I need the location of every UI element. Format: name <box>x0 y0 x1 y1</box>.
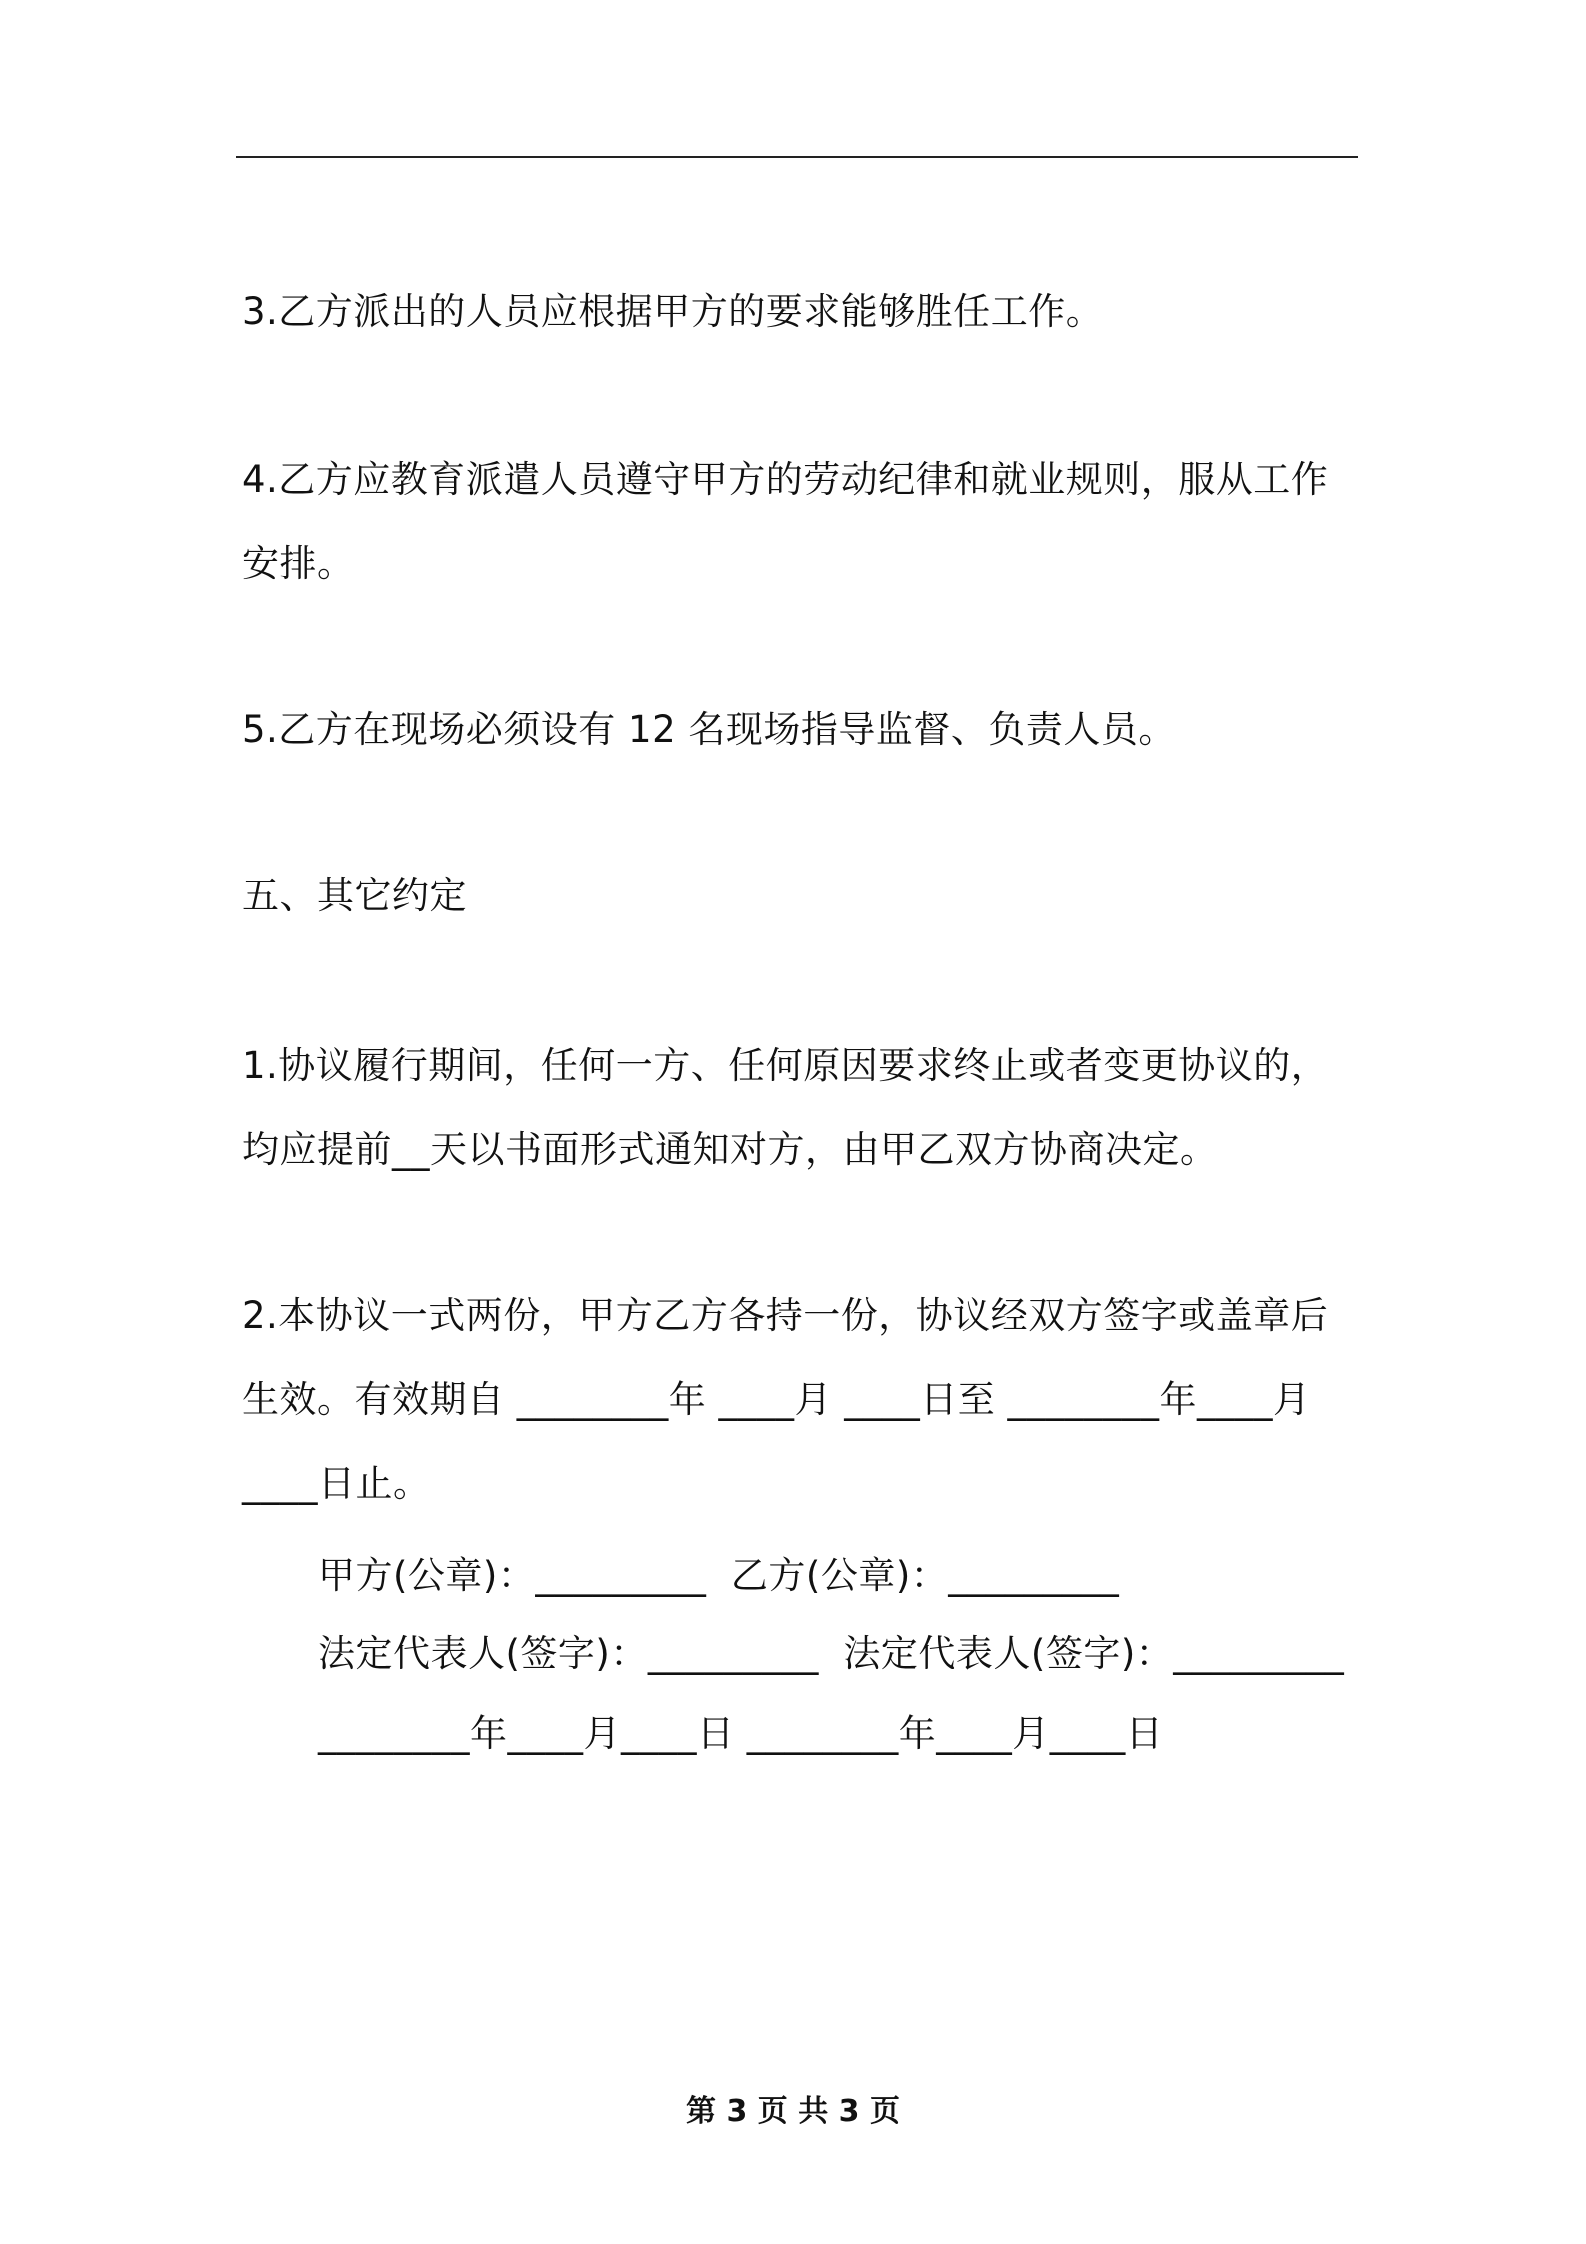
seal-line: 甲方(公章)：_________ 乙方(公章)：_________ <box>318 1554 1120 1597</box>
header-rule <box>236 156 1358 158</box>
clause-4: 4.乙方应教育派遣人员遵守甲方的劳动纪律和就业规则，服从工作安排。 <box>242 458 1329 585</box>
page-number-footer: 第 3 页 共 3 页 <box>686 2094 900 2129</box>
other-terms-clause-1: 1.协议履行期间，任何一方、任何原因要求终止或者变更协议的，均应提前__天以书面形式通知对方，由甲乙双方协商决定。 <box>242 1044 1329 1171</box>
section-heading-other-terms: 五、其它约定 <box>242 874 467 917</box>
legal-representative-line: 法定代表人(签字)：_________ 法定代表人(签字)：_________ <box>318 1632 1345 1675</box>
clause-5: 5.乙方在现场必须设有 12 名现场指导监督、负责人员。 <box>242 708 1176 751</box>
signature-date-line: ________年____月____日 ________年____月____日 <box>318 1712 1164 1755</box>
other-terms-clause-2: 2.本协议一式两份，甲方乙方各持一份，协议经双方签字或盖章后生效。有效期自 ________年 ____月 ____日至 ________年____月____日止。 <box>242 1294 1329 1505</box>
clause-3: 3.乙方派出的人员应根据甲方的要求能够胜任工作。 <box>242 290 1104 333</box>
